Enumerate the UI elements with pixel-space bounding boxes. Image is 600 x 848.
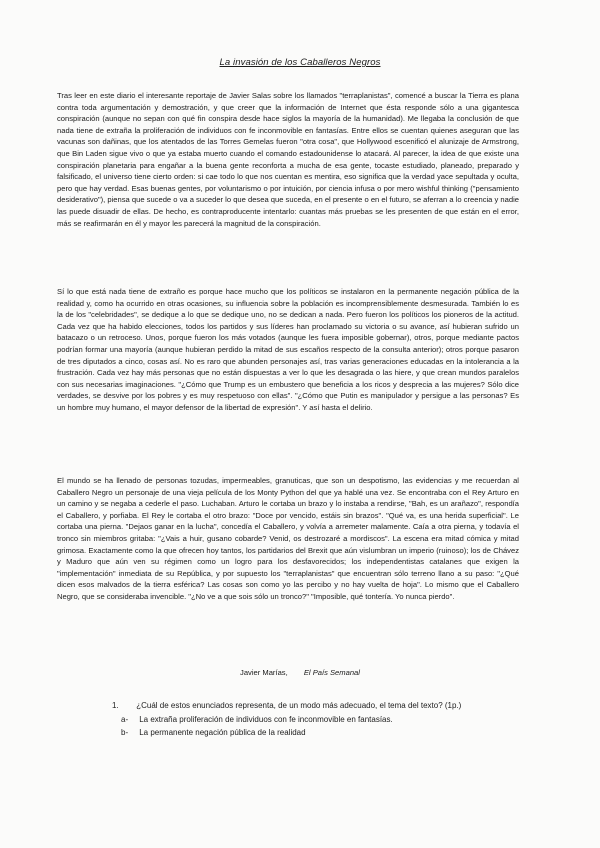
question-1	[112, 700, 532, 712]
option-text: La extraña proliferación de individuos con fe inconmovible en fantasías.	[139, 715, 393, 724]
option-letter: a-	[121, 715, 129, 724]
question-options	[121, 714, 521, 739]
paragraph-2: Sí lo que está nada tiene de extraño es porque hace mucho que los políticos se instalaron en la permanente negación pública de la realidad y, como ha ocurrido en otras ocasiones, su influencia sobre la población es incomprensiblemente desmesurada. También lo es la de los "celebridades", se dedique a lo que se dedique uno, no se dedican a nada. Pero fueron los políticos los pioneros de la actitud. Cada vez que ha habido elecciones, todos los partidos y sus líderes han proclamado su victoria o su avance, así hubieran sufrido un batacazo o un retroceso. Unos, porque fueron los más votados (aunque les fuera imposible gobernar), otros, porque mediante pactos podrían formar una mayoría (aunque hubieran perdido la mitad de sus escaños respecto de la consulta anterior); otros porque pasaron de tres diputados a cinco, cosas así. No es raro que abunden personajes así, tras varias generaciones educadas en la intolerancia a la frustración. Cada vez hay más personas que no están dispuestas a ver lo que les desagrada o las hiere, y que crean mundos paralelos con sus necesarias imaginaciones. "¿Cómo que Trump es un embustero que beneficia a los ricos y desprecia a las mujeres? Sólo dice verdades, se desvive por los pobres y es muy respetuoso con ellas". "¿Cómo que Putin es manipulador y persigue a las personas? Es un hombre muy humano, el mayor defensor de la libertad de expresión". Y así hasta el delirio.	[57, 287, 519, 412]
paragraph-1: Tras leer en este diario el interesante reportaje de Javier Salas sobre los llamados "terraplanistas", comencé a buscar la Tierra es plana contra toda argumentación y demostración, y que creer que la información de Internet que ésta responde sólo a una gigantesca conspiración (aunque no sepan con qué fin conspira desde hace siglos la mayoría de la humanidad). Me llegaba la conclusión de que nada tiene de extraña la proliferación de individuos con fe inconmovible en fantasías. Entre ellos se cuentan quienes aseguran que las vacunas son dañinas, que los atentados de las Torres Gemelas fueron "otra cosa", que Hollywood escenificó el alunizaje de Armstrong, que Bin Laden sigue vivo o que ya estaba muerto cuando el comando estadounidense lo atacará. Al parecer, la idea de que existe una conspiración planetaria para engañar a la buena gente reconforta a mucha de esa gente, tocaste estudiado, planeado, preparado y falsificado, el universo tiene cierto orden: si cae todo lo que nos cuentan es mentira, eso significa que la verdad yace sepultada y oculta, pero que hay verdad. Esas buenas gentes, por voluntarismo o por intuición, por ciencia infusa o por mero wishful thinking ("pensamiento desiderativo"), piensa que sucede o va a suceder lo que desea que suceda, en el presente o en el futuro, se aferran a lo creencia y nadie las puede disuadir de ellas. De hecho, es contraproducente intentarlo: cuantas más pruebas se les presenten de que están en el error, más se reafirmarán en él y mayor les parecerá la magnitud de la conspiración.	[57, 91, 519, 228]
byline-author: Javier Marías,	[240, 668, 288, 677]
paragraph-3: El mundo se ha llenado de personas tozudas, impermeables, granuticas, que son un despotismo, las evidencias y me recuerdan al Caballero Negro un personaje de una vieja película de los Monty Python del que ya hablé una vez. Se encontraba con el Rey Arturo en un camino y se negaba a cederle el paso. Luchaban. Arturo le cortaba un brazo y lo instaba a rendirse, "Bah, es un arañazo", respondía el Caballero, y porfiaba. El Rey le cortaba el otro brazo: "Doce por vencido, estáis sin brazos". "Qué va, es una herida superficial". Le cortaba una pierna. "Dejaos ganar en la lucha", concedía el Caballero, y volvía a arremeter malamente. Caía a otra pierna, y todavía el tronco sin miembros gritaba: "¿Vais a huir, gusano cobarde? Venid, os destrozaré a mordiscos". La escena era mitad cómica y mitad grimosa. Exactamente como la que ofrecen hoy tantos, los partidarios del Brexit que aún vislumbran un imperio (ruinoso); los de Chávez y Maduro que aún ven su régimen como un logro para los desfavorecidos; los independentistas catalanes que exigen la "implementación" inmediata de su República, y por supuesto los "terraplanistas" que encuentran sólo terreno llano a su paso: "¿Qué dicen esos malvados de la tierra esférica? Las cosas son como yo las percibo y no hay vuelta de hoja". Lo mismo que el Caballero Negro, que se consideraba invencible. "¿No ve a que sois sólo un tronco?" "Imposible, qué tontería. Yo nunca pierdo".	[57, 476, 519, 601]
question-text: ¿Cuál de estos enunciados representa, de un modo más adecuado, el tema del texto? (1p.)	[136, 701, 462, 710]
option-b	[121, 727, 521, 740]
option-letter: b-	[121, 727, 129, 737]
option-a	[121, 714, 521, 727]
byline	[0, 668, 600, 677]
question-number: 1.	[112, 701, 119, 710]
byline-source: El País Semanal	[303, 668, 360, 677]
option-text: La permanente negación pública de la realidad	[139, 727, 306, 737]
article-title: La invasión de los Caballeros Negros	[219, 57, 381, 68]
